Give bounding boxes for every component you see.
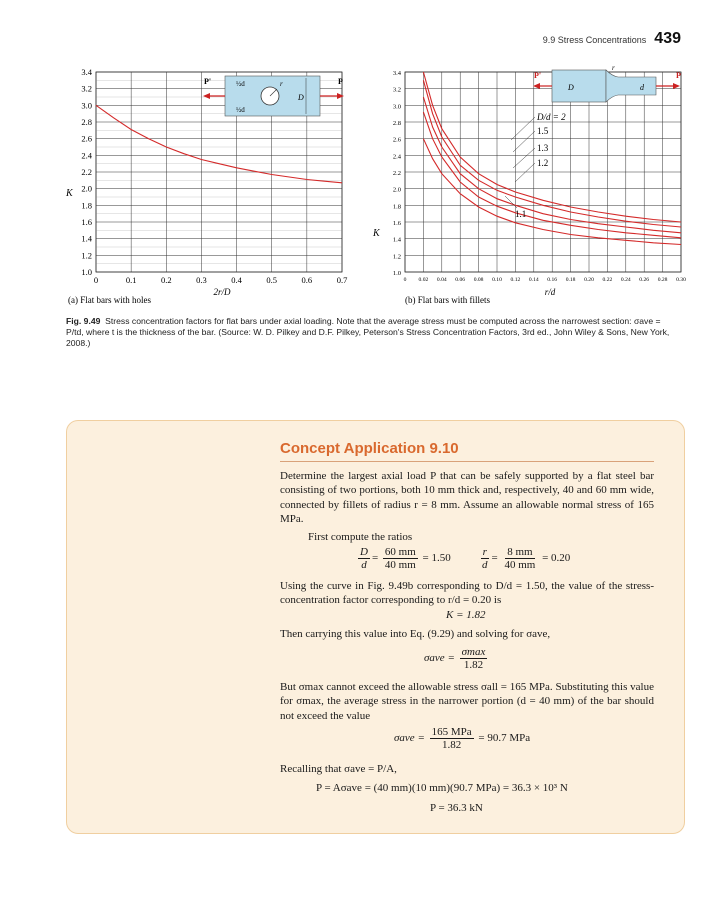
a-y-tick-label: 1.0 xyxy=(81,267,92,277)
b-x-tick-label: 0 xyxy=(403,277,407,283)
b-x-tick-label: 0.16 xyxy=(547,277,558,283)
b-x-tick-label: 0.20 xyxy=(584,277,594,283)
b-y-tick-label: 1.4 xyxy=(392,236,401,244)
equation-P: P = Aσave = (40 mm)(10 mm)(90.7 MPa) = 36.3 × 10³ N xyxy=(316,782,568,794)
b-x-tick-label: 0.10 xyxy=(492,277,502,283)
diagram-b-dim-d: d xyxy=(640,83,644,92)
a-y-tick-label: 2.0 xyxy=(81,183,92,194)
b-y-tick-label: 1.0 xyxy=(392,270,401,277)
b-x-tick-label: 0.26 xyxy=(639,277,650,283)
a-y-tick-label: 2.6 xyxy=(81,133,92,144)
equation-sigma-ave: σave = $\frac{\sigma\max}{1.82}$ xyxy=(424,646,486,671)
annotation-1-3: 1.3 xyxy=(537,143,549,153)
b-y-tick-label: 3.4 xyxy=(392,70,401,77)
diagram-a-load-left: P' xyxy=(204,77,212,86)
chart-a-x-ticks xyxy=(94,275,347,285)
concept-application-title: Concept Application 9.10 xyxy=(280,440,459,457)
step-ratios-intro: First compute the ratios xyxy=(308,531,413,543)
right-load-arrow-icon xyxy=(337,93,344,99)
equation-sigma-ave-value: σave = $\frac{\text{165 MPa}}{1.82}$ = 90.7 MPa xyxy=(394,726,531,751)
b-x-tick-label: 0.04 xyxy=(436,277,447,283)
a-y-tick-label: 2.8 xyxy=(81,117,92,127)
b-y-tick-label: 2.6 xyxy=(392,136,401,144)
b-x-tick-label: 0.08 xyxy=(473,277,484,283)
a-y-tick-label: 2.4 xyxy=(81,150,92,161)
a-y-tick-label: 1.2 xyxy=(81,250,92,261)
diagram-b-dim-D: D xyxy=(568,83,574,92)
ratio-r-over-d: $\frac{r}{d}$ = $\frac{8 mm}{40 mm}$ = 0.20 xyxy=(482,546,571,571)
chart-a-y-ticks xyxy=(81,67,92,277)
left-load-arrow-icon xyxy=(203,93,210,99)
b-y-tick-label: 3.0 xyxy=(392,103,401,111)
diagram-bar-with-hole xyxy=(200,68,350,124)
diagram-b-load-left: P' xyxy=(534,71,542,80)
b-x-tick-label: 0.30 xyxy=(676,277,686,283)
a-y-tick-label: 3.2 xyxy=(81,83,92,94)
step-substitute: Then carrying this value into Eq. (9.29) and solving for σave, xyxy=(280,628,551,640)
a-x-tick-label: 0.4 xyxy=(231,275,242,285)
a-x-tick-label: 0.3 xyxy=(196,275,207,285)
equation-K: K = 1.82 xyxy=(446,609,486,621)
a-y-tick-label: 3.0 xyxy=(81,100,92,111)
chart-b-y-label: K xyxy=(373,228,380,239)
ratio-D-over-d: $\frac{D}{d}$ = $\frac{60 mm}{40 mm}$ = 1.50 xyxy=(360,546,451,571)
b-x-tick-label: 0.28 xyxy=(657,277,668,283)
a-y-tick-label: 1.6 xyxy=(81,217,92,227)
diagram-b-fillet-step xyxy=(606,70,656,102)
left-load-arrow-icon xyxy=(533,83,540,89)
a-y-tick-label: 3.4 xyxy=(81,67,92,77)
chart-a-x-label: 2r/D xyxy=(213,287,231,297)
running-header xyxy=(543,30,681,48)
b-x-tick-label: 0.22 xyxy=(602,277,613,283)
figure-caption-text: Stress concentration factors for flat bars under axial loading. Note that the average stress must be computed across the narrowest section: σave = P/td, where t is the thickness of the bar. (Source: W. D. Pilkey and D.F. Pilkey, Peterson's Stress Concentration Factors, 3rd ed., John Wiley & Sons, New York, 2008.) xyxy=(66,316,670,349)
b-y-tick-label: 2.2 xyxy=(392,170,401,177)
b-y-tick-label: 2.0 xyxy=(392,186,401,194)
a-y-tick-label: 2.2 xyxy=(81,167,92,177)
b-y-tick-label: 1.6 xyxy=(392,220,401,227)
diagram-a-dim-r: r xyxy=(280,80,283,88)
chart-b-title: (b) Flat bars with fillets xyxy=(405,295,490,305)
annotation-1-1: 1.1 xyxy=(515,209,527,219)
a-x-tick-label: 0.2 xyxy=(160,275,172,285)
b-y-tick-label: 1.2 xyxy=(392,253,401,261)
b-x-tick-label: 0.02 xyxy=(418,277,429,283)
diagram-a-dim-half-d-top: ½d xyxy=(236,80,245,88)
b-x-tick-label: 0.14 xyxy=(528,277,539,283)
chart-b-y-ticks xyxy=(393,70,402,277)
step-allowable-stress: But σmax cannot exceed the allowable stress σall = 165 MPa. Substituting this value for σmax, the average stress in the narrower portion (d = 40 mm) of the bar should not exceed the value xyxy=(280,681,654,722)
b-x-tick-label: 0.18 xyxy=(565,277,576,283)
b-x-tick-label: 0.12 xyxy=(510,277,521,283)
diagram-a-dim-D: D xyxy=(298,93,304,102)
diagram-b-dim-r: r xyxy=(612,64,615,72)
chart-a-y-label: K xyxy=(66,188,73,199)
figure-caption xyxy=(66,316,676,350)
diagram-a-dim-half-d-bottom: ½d xyxy=(236,106,245,114)
diagram-b-load-right: P xyxy=(676,71,681,80)
a-x-tick-label: 0.5 xyxy=(266,275,278,285)
annotation-1-5: 1.5 xyxy=(537,126,549,136)
a-x-tick-label: 0.7 xyxy=(336,275,348,285)
page-number: 439 xyxy=(654,30,681,47)
annotation-1-2: 1.2 xyxy=(537,158,549,168)
b-x-tick-label: 0.06 xyxy=(455,277,466,283)
b-y-tick-label: 3.2 xyxy=(392,86,401,94)
section-title: 9.9 Stress Concentrations xyxy=(542,35,647,45)
a-x-tick-label: 0 xyxy=(93,275,99,285)
step-curve-reading: Using the curve in Fig. 9.49b corresponding to D/d = 1.50, the value of the stress-concentration factor corresponding to r/d = 0.20 is xyxy=(280,580,654,607)
title-rule xyxy=(280,461,654,462)
problem-statement: Determine the largest axial load P that can be safely supported by a flat steel bar consisting of two portions, both 10 mm thick and, respectively, 40 and 60 mm wide, connected by fillets of radius r = 8 mm. Assume an allowable normal stress of 165 MPa. xyxy=(280,470,654,525)
step-recall: Recalling that σave = P/A, xyxy=(280,763,397,775)
chart-a-title: (a) Flat bars with holes xyxy=(68,295,151,305)
a-y-tick-label: 1.8 xyxy=(81,200,92,211)
figure-label: Fig. 9.49 xyxy=(66,316,101,326)
equation-P-final: P = 36.3 kN xyxy=(430,802,483,814)
b-y-tick-label: 1.8 xyxy=(392,203,401,211)
diagram-bar-with-fillets xyxy=(530,64,690,108)
right-load-arrow-icon xyxy=(673,83,680,89)
b-x-tick-label: 0.24 xyxy=(620,277,631,283)
a-y-tick-label: 1.4 xyxy=(81,233,92,244)
a-x-tick-label: 0.1 xyxy=(125,275,137,285)
diagram-a-load-right: P xyxy=(338,77,343,86)
a-x-tick-label: 0.6 xyxy=(301,275,313,285)
b-y-tick-label: 2.4 xyxy=(392,153,401,161)
b-y-tick-label: 2.8 xyxy=(392,120,401,127)
annotation-D-d-2: D/d = 2 xyxy=(537,112,566,122)
chart-b-x-ticks xyxy=(404,277,686,283)
chart-b-x-label: r/d xyxy=(544,287,556,297)
